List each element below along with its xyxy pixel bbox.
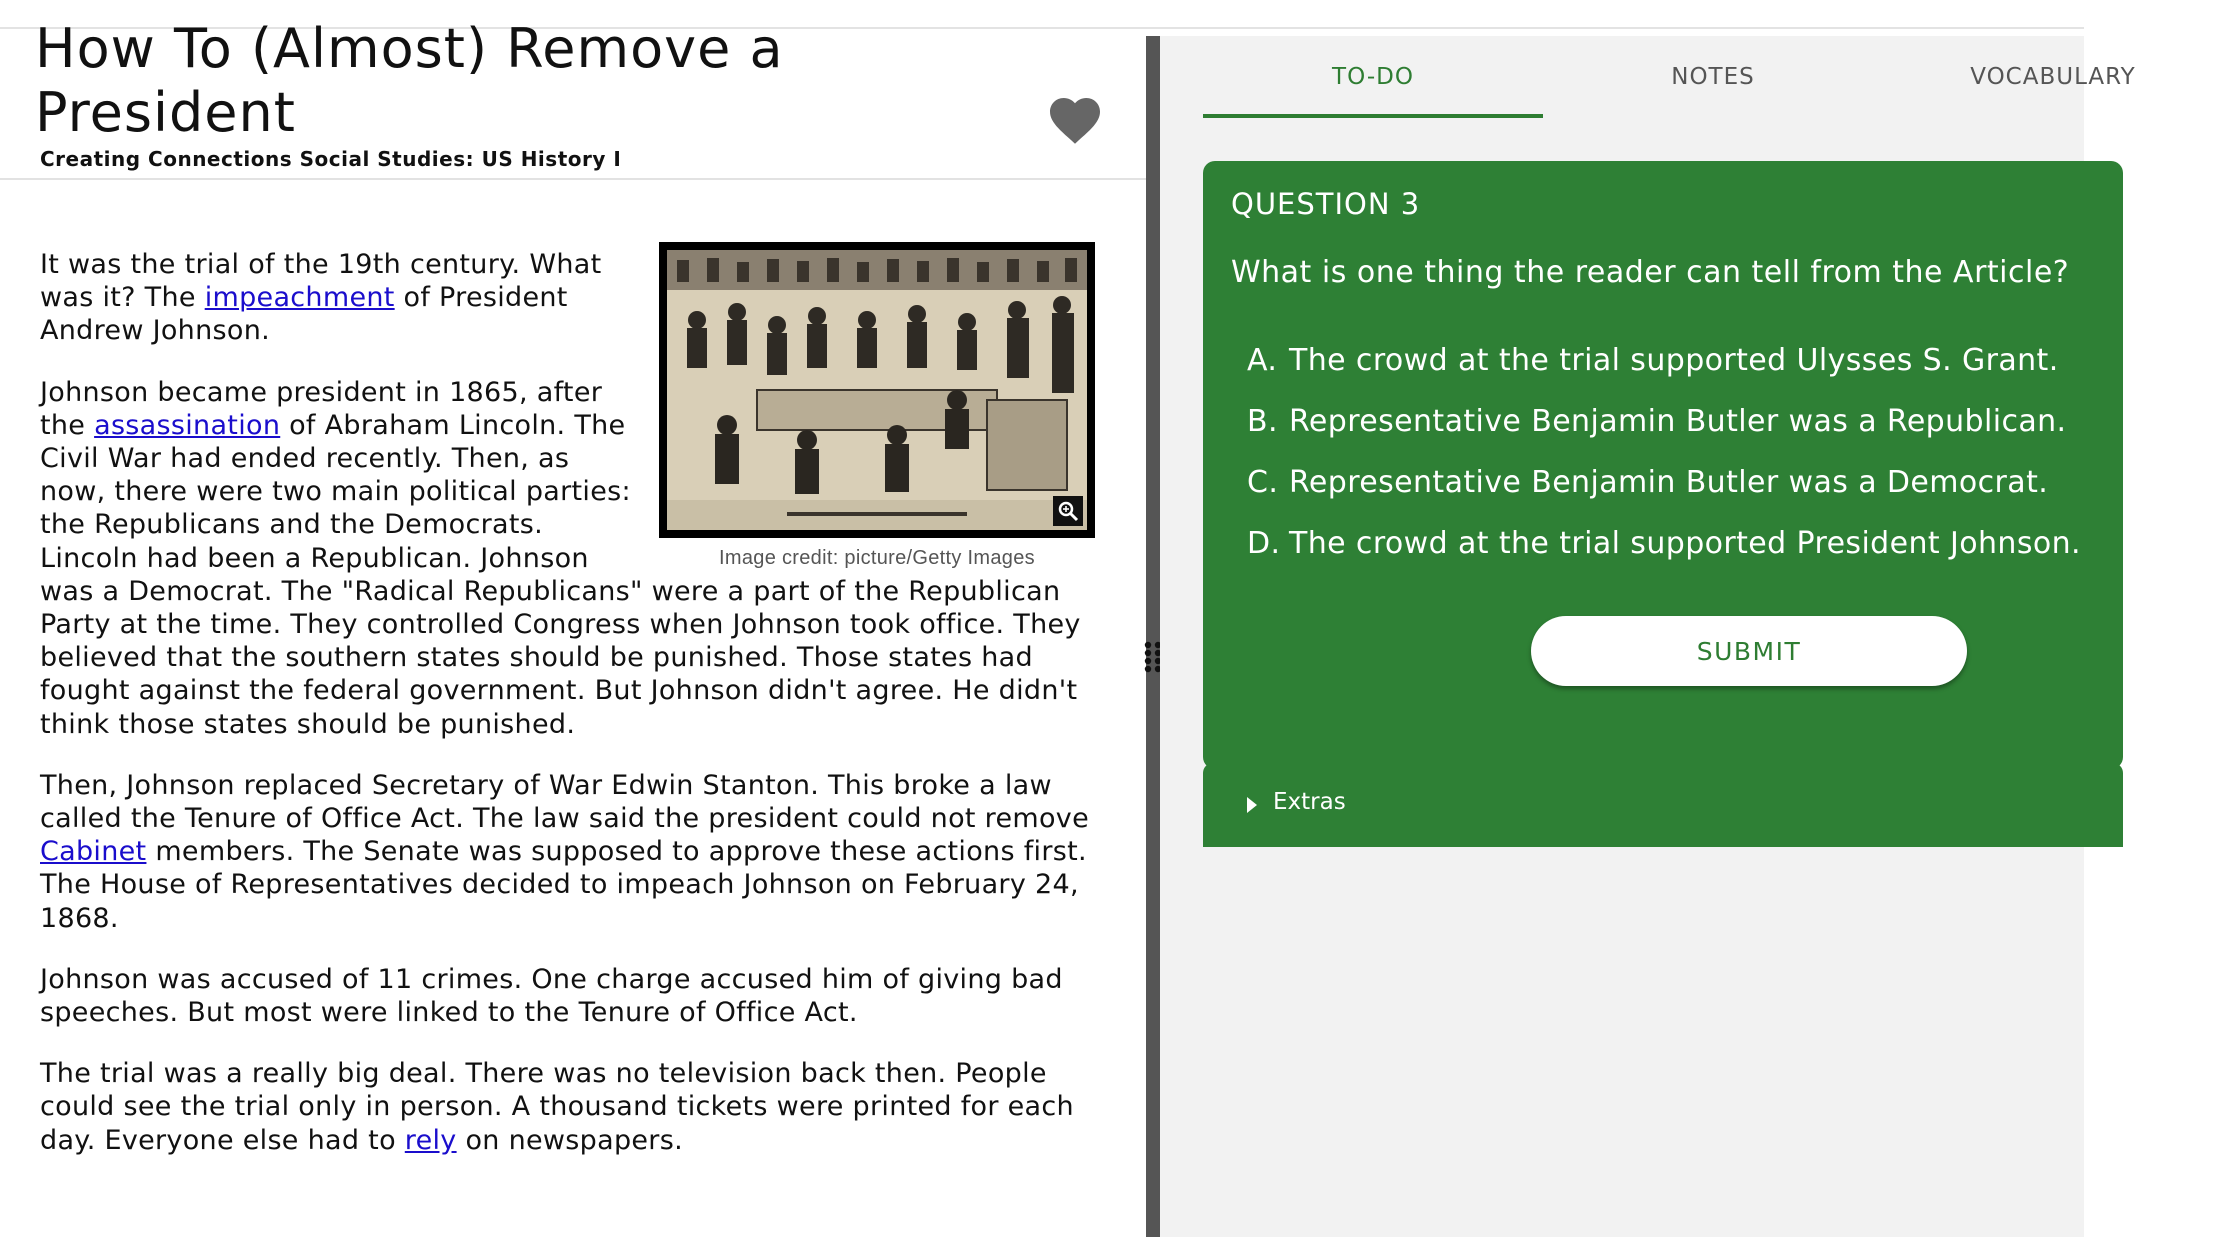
answer-options: [1247, 343, 2081, 587]
link-rely[interactable]: rely: [404, 1124, 457, 1156]
tab-vocabulary[interactable]: VOCABULARY: [1970, 64, 2136, 90]
question-text: What is one thing the reader can tell from the Article?: [1231, 255, 2070, 290]
article-image[interactable]: [659, 242, 1095, 538]
option-text: The crowd at the trial supported President Johnson.: [1289, 526, 2081, 561]
header-divider: [0, 178, 1146, 180]
paragraph-3: [40, 769, 1095, 935]
active-tab-indicator: [1203, 114, 1543, 118]
link-cabinet[interactable]: Cabinet: [40, 836, 147, 868]
link-impeachment[interactable]: impeachment: [204, 282, 395, 314]
tab-notes[interactable]: NOTES: [1671, 64, 1755, 90]
tab-bar: [1203, 36, 2136, 120]
article-pane: [0, 17, 1146, 1237]
paragraph-text: The trial was a really big deal. There was no television back then. People could see the trial only in person. A thousand tickets were printed for each day. Everyone else had to: [40, 1058, 1074, 1156]
paragraph-4: Johnson was accused of 11 crimes. One charge accused him of giving bad speeches. But most were linked to the Tenure of Office Act.: [40, 963, 1063, 1029]
caret-right-icon: [1247, 797, 1257, 813]
link-assassination[interactable]: assassination: [94, 409, 281, 441]
paragraph-text: Johnson became president in 1865, after the: [40, 376, 603, 441]
article-figure: [659, 242, 1095, 570]
paragraph-text: Then, Johnson replaced Secretary of War Edwin Stanton. This broke a law called the Tenure of Office Act. The law said the president could not remove: [40, 769, 1089, 835]
option-text: The crowd at the trial supported Ulysses S. Grant.: [1289, 343, 2059, 378]
option-letter: D.: [1247, 526, 1281, 561]
extras-label: Extras: [1273, 789, 1346, 815]
article-title: How To (Almost) Remove a President: [35, 17, 784, 144]
option-letter: C.: [1247, 465, 1279, 500]
zoom-icon[interactable]: [1053, 496, 1083, 526]
extras-accordion[interactable]: [1203, 763, 2123, 847]
activity-pane: [1160, 36, 2136, 1237]
paragraph-5: [40, 1057, 1095, 1157]
answer-option-b[interactable]: [1247, 404, 2081, 465]
engraving-illustration: [667, 250, 1087, 530]
question-card: [1203, 161, 2123, 769]
paragraph-text: on newspapers.: [456, 1124, 683, 1156]
paragraph-text: of President Andrew Johnson.: [40, 282, 568, 347]
pane-splitter[interactable]: [1146, 36, 1160, 1237]
option-letter: A.: [1247, 343, 1278, 378]
answer-option-a[interactable]: [1247, 343, 2081, 404]
question-number: QUESTION 3: [1231, 187, 1421, 221]
image-caption: Image credit: picture/Getty Images: [719, 547, 1035, 569]
option-text: Representative Benjamin Butler was a Democrat.: [1289, 465, 2049, 500]
article-subtitle: Creating Connections Social Studies: US History I: [40, 147, 622, 171]
option-letter: B.: [1247, 404, 1278, 439]
answer-option-d[interactable]: [1247, 526, 2081, 587]
heart-icon[interactable]: [1045, 90, 1105, 146]
paragraph-text: It was the trial of the 19th century. What was it? The: [40, 249, 602, 314]
paragraph-text: members. The Senate was supposed to approve these actions first. The House of Representatives decided to impeach Johnson on February 24, 1868.: [40, 836, 1087, 934]
article-body: [40, 248, 1095, 1185]
answer-option-c[interactable]: [1247, 465, 2081, 526]
tab-todo[interactable]: TO-DO: [1332, 64, 1414, 90]
paragraph-text: of Abraham Lincoln. The Civil War had ended recently. Then, as now, there were two main political parties: the Republicans and the Democrats. Lincoln had been a Republican. Johnson was a Democrat. The "Radical Republicans" were a part of the Republican Party at the time. They controlled Congress when Johnson took office. They believed that the southern states should be punished. Those states had fought against the federal government. But Johnson didn't agree. He didn't think those states should be punished.: [40, 409, 1081, 740]
submit-button[interactable]: SUBMIT: [1531, 616, 1967, 686]
option-text: Representative Benjamin Butler was a Republican.: [1289, 404, 2067, 439]
